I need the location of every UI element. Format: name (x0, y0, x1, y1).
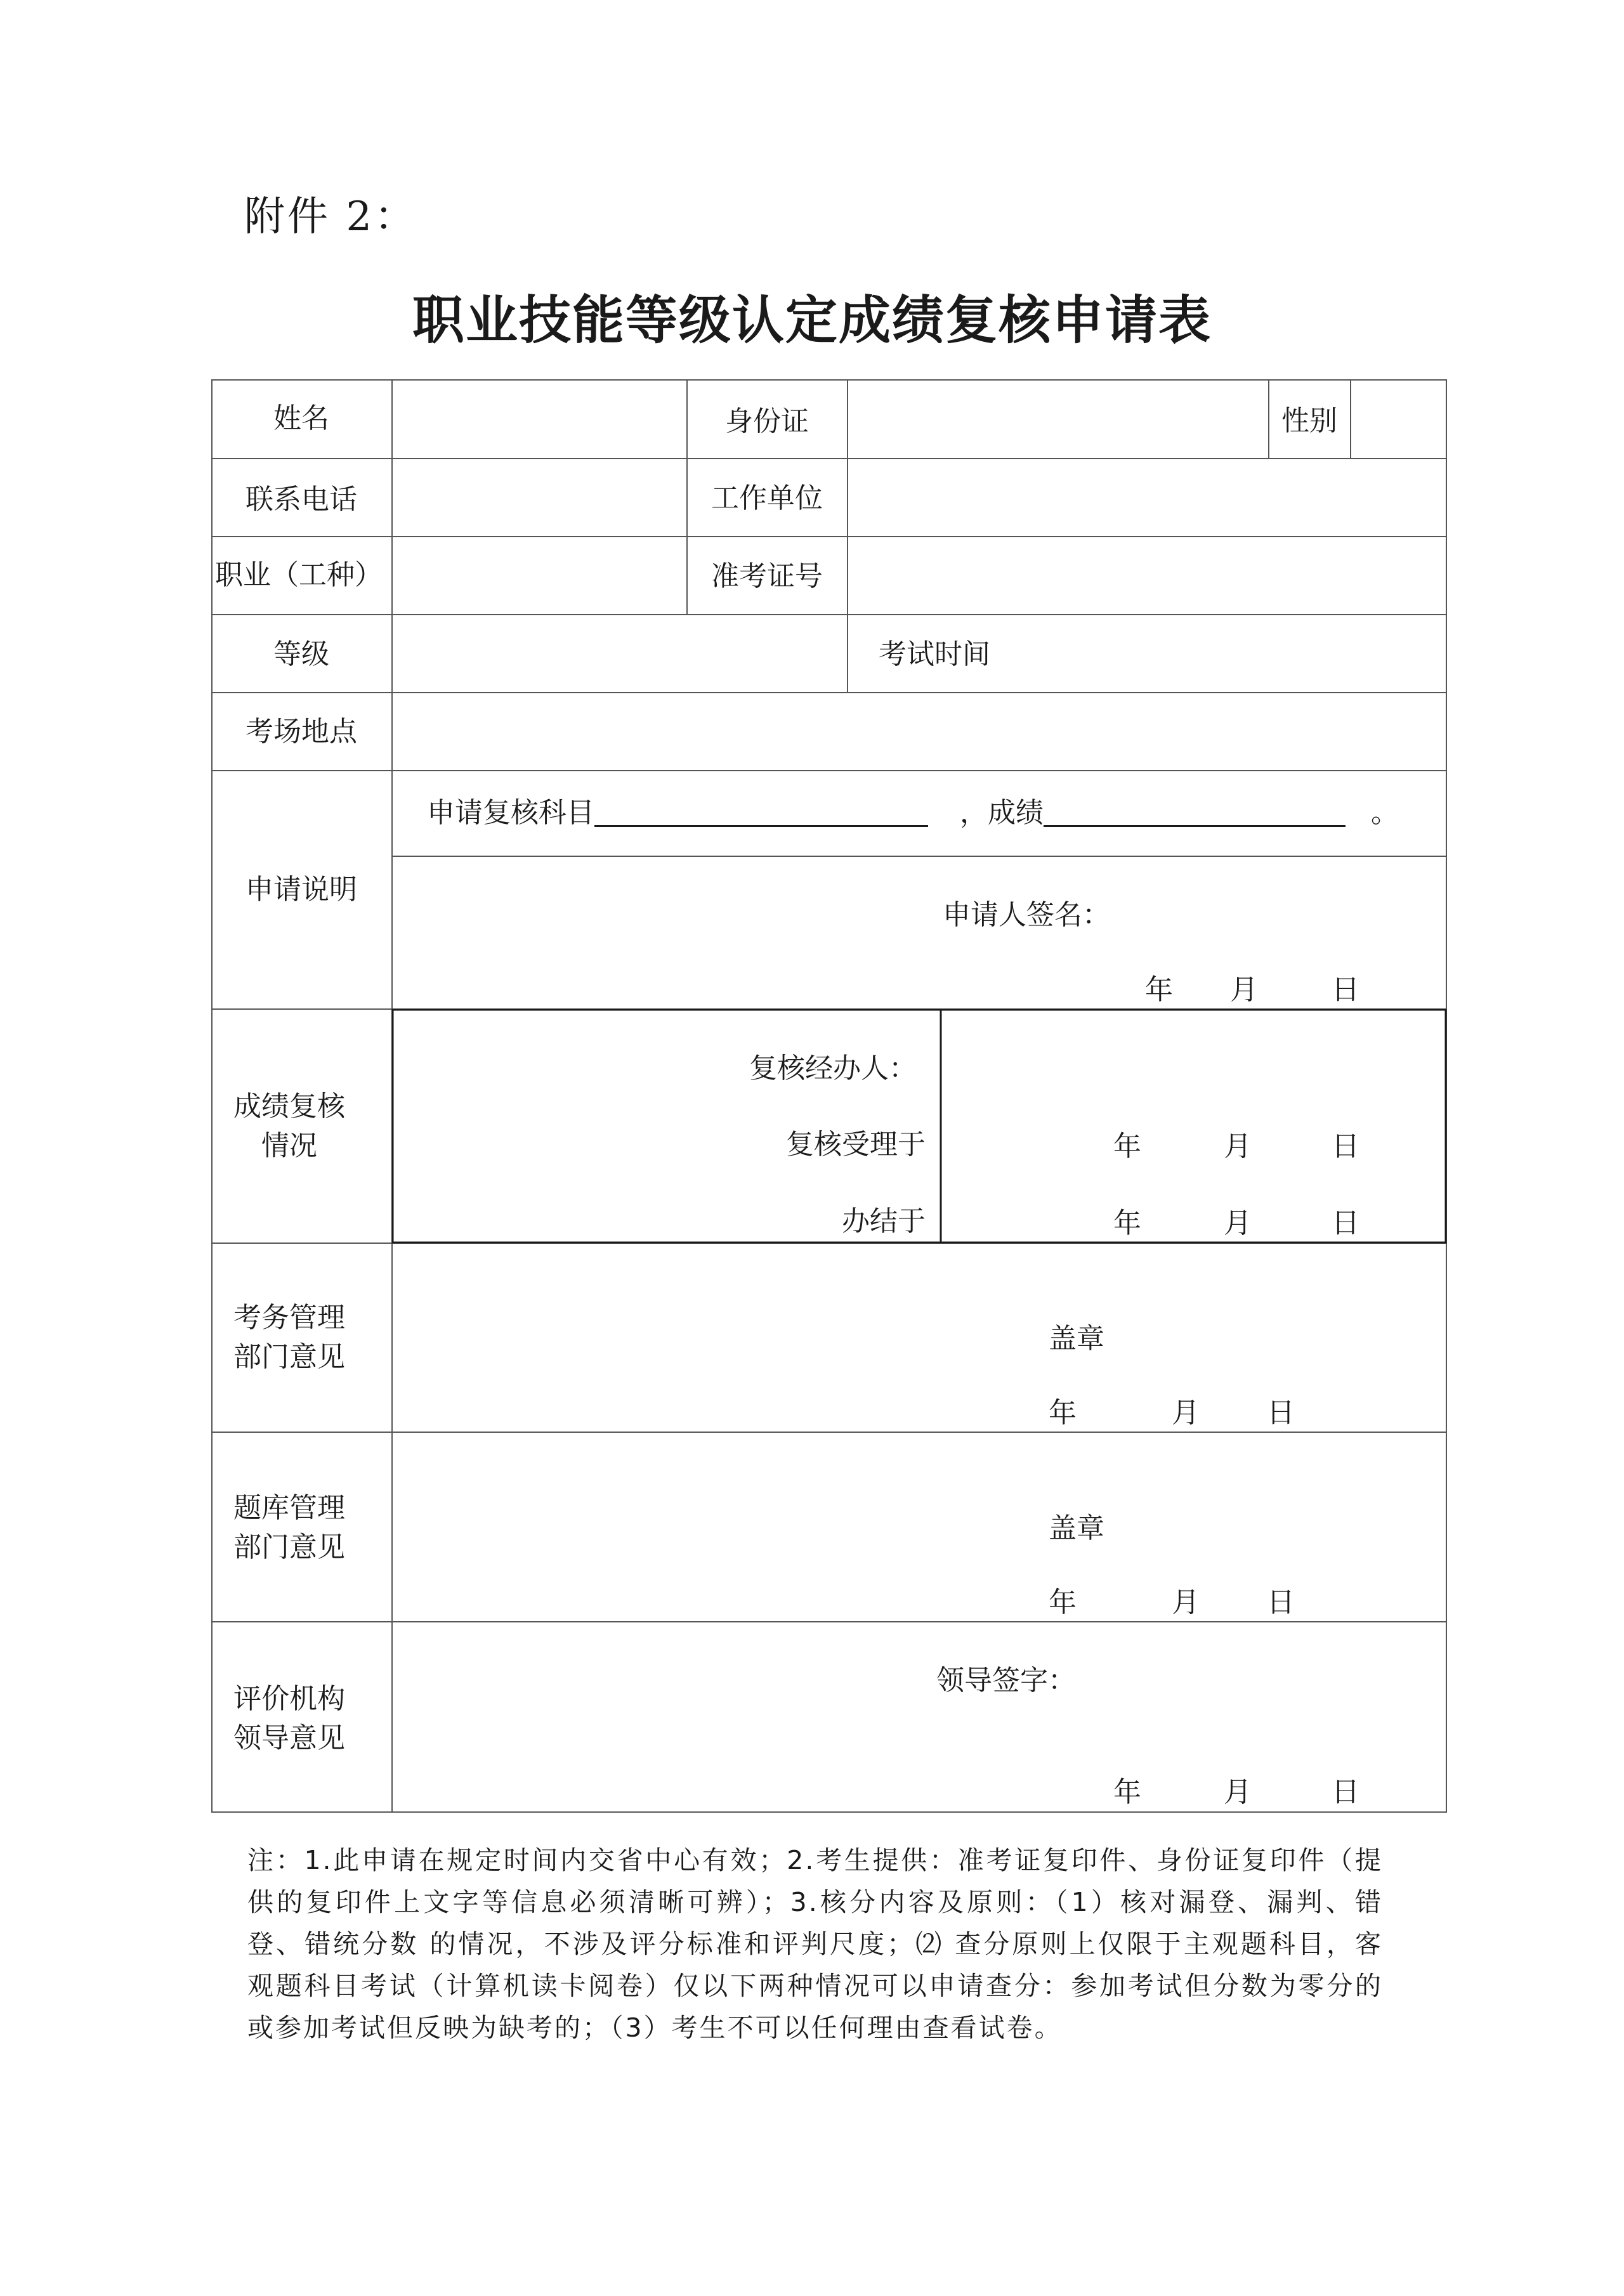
subject-label: 申请复核科目 (427, 797, 594, 829)
gender-field[interactable] (1353, 386, 1443, 454)
exam-management-date: 年 月 日 (1049, 1397, 1295, 1429)
review-status-label: 成绩复核 情况 (233, 1090, 345, 1162)
subject-blank[interactable] (594, 800, 928, 827)
name-field[interactable] (395, 386, 684, 454)
id-card-label: 身份证 (725, 405, 809, 438)
employer-label: 工作单位 (711, 482, 823, 514)
application-date: 年 月 日 (1145, 974, 1359, 1006)
form-title: 职业技能等级认定成绩复核申请表 (412, 290, 1212, 351)
leader-opinion-label: 评价机构 领导意见 (233, 1683, 345, 1754)
ticket-number-label: 准考证号 (711, 560, 823, 592)
grade-label: 等级 (273, 638, 329, 670)
application-desc-label: 申请说明 (246, 873, 357, 906)
form-note: 注：1.此申请在规定时间内交省中心有效；2.考生提供：准考证复印件、身份证复印件（提供的复印件上文字等信息必须清晰可辨）；3.核分内容及原则：（1）核对漏登、漏判、错登、错统分数 的情况，不涉及评分标准和评判尺度；⑵ 查分原则上仅限于主观题科目，客观题科目考试（计算机读卡阅卷）仅以下两种情况可以申请查分：参加考试但分数为零分的或参加考试但反映为缺考的；（3）考生不可以任何理由查看试卷。 (247, 1845, 1383, 2043)
venue-label: 考场地点 (246, 715, 357, 748)
accepted-on-label: 复核受理于 (786, 1128, 926, 1161)
employer-field[interactable] (851, 463, 1443, 532)
phone-field[interactable] (395, 463, 684, 532)
id-card-field[interactable] (851, 386, 1266, 454)
grade-field[interactable] (395, 619, 844, 688)
finished-on-label: 办结于 (842, 1205, 926, 1237)
name-label: 姓名 (273, 402, 329, 434)
attachment-label: 附件 2： (244, 193, 418, 240)
exam-time-label: 考试时间 (879, 638, 990, 670)
question-bank-seal: 盖章 (1049, 1512, 1104, 1544)
accepted-date: 年 月 日 (1113, 1130, 1359, 1163)
venue-field[interactable] (395, 696, 1443, 765)
score-label: ，成绩 (960, 797, 1044, 829)
leader-date: 年 月 日 (1113, 1776, 1359, 1808)
period-mark: 。 (1371, 797, 1399, 829)
applicant-signature-label: 申请人签名： (943, 899, 1110, 931)
subject-line (427, 799, 928, 827)
occupation-field[interactable] (395, 541, 684, 610)
exam-management-label: 考务管理 部门意见 (233, 1301, 345, 1373)
reviewer-label: 复核经办人： (749, 1052, 917, 1085)
finished-date: 年 月 日 (1113, 1207, 1359, 1239)
score-blank[interactable] (1044, 800, 1346, 827)
score-line (960, 799, 1399, 827)
question-bank-date: 年 月 日 (1049, 1586, 1295, 1619)
leader-signature-label: 领导签字： (936, 1664, 1076, 1697)
question-bank-label: 题库管理 部门意见 (233, 1492, 345, 1563)
phone-label: 联系电话 (246, 483, 357, 516)
exam-management-seal: 盖章 (1049, 1322, 1104, 1355)
ticket-number-field[interactable] (851, 541, 1443, 610)
gender-label: 性别 (1281, 405, 1337, 437)
application-form (211, 379, 1447, 1813)
occupation-label: 职业（工种） (215, 559, 383, 591)
